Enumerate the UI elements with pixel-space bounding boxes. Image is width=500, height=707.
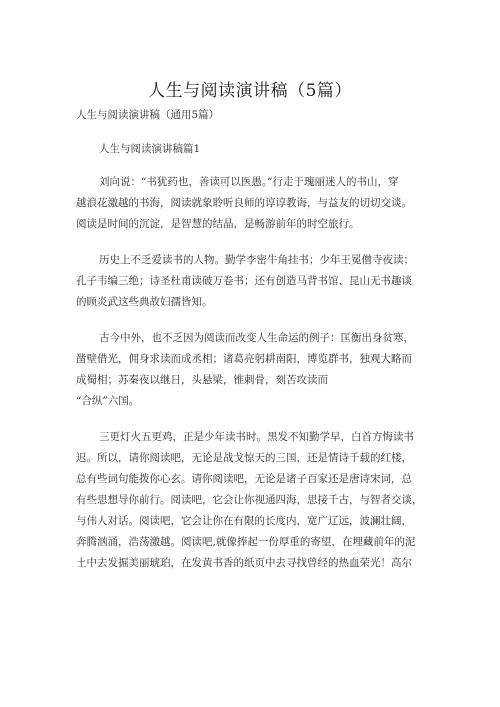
text-line: 的顾炎武这些典故妇孺皆知。 (76, 296, 213, 308)
text-line: 古今中外，也不乏因为阅读而改变人生命运的例子：匡衡出身贫寒， (99, 332, 414, 344)
section-heading: 人生与阅读演讲稿篇1 (99, 143, 201, 155)
text-line: 与伟人对话。阅读吧，它会让你在有限的长度内，宽广辽远，波澜壮阔， (76, 515, 412, 527)
text-line: 三更灯火五更鸡，正是少年读书时。黑发不知勤学早，白首方悔读书 (99, 431, 414, 443)
paragraph (76, 427, 428, 574)
paragraph (76, 328, 428, 412)
text-line: 迟。所以，请你阅读吧，无论是战戈惊天的三国，还是情诗千载的红楼， (76, 452, 412, 464)
text-line: 越浪花激越的书海，阅读就象聆听良师的谆谆教诲，与益友的切切交谈。 (76, 197, 412, 209)
text-line: 总有些词句能拨你心玄。请你阅读吧，无论是诸子百家还是唐诗宋词，总 (76, 473, 412, 485)
text-line: 凿壁借光，佣身求读而成丞相；诸葛亮躬耕南阳，博览群书，独观大略而 (76, 353, 412, 365)
text-line: 有些思想导你前行。阅读吧，它会让你视通四海，思接千古，与智者交谈， (76, 494, 423, 506)
paragraph (76, 172, 428, 235)
text-line: “合纵”六国。 (76, 395, 140, 407)
document-body (76, 172, 428, 589)
text-line: 土中去发掘美丽琥珀，在发黄书香的纸页中去寻找曾经的热血荣光！高尔 (76, 557, 412, 569)
text-line: 阅读是时间的沉淀，是智慧的结晶，是畅游前年的时空旅行。 (76, 218, 360, 230)
text-line: 历史上不乏爱读书的人物。勤学李密牛角挂书；少年王冕僧寺夜读； (99, 254, 414, 266)
text-line: 孔子韦编三绝；诗圣杜甫读破万卷书；还有创造马背书馆、昆山无书趣谈 (76, 275, 412, 287)
text-line: 刘向说：“书犹药也，善读可以医愚。”行走于瑰丽迷人的书山，穿 (99, 176, 399, 188)
text-line: 奔腾汹涌，浩荡激越。阅读吧,就像捧起一份厚重的寄望，在埋藏前年的泥 (76, 536, 416, 548)
document-subtitle: 人生与阅读演讲稿（通用5篇） (76, 109, 220, 121)
document-title: 人生与阅读演讲稿（5篇） (148, 81, 352, 101)
text-line: 成蜀相；苏秦夜以继日，头悬梁，锥刺骨，刻苦攻读而 (76, 374, 328, 386)
paragraph (76, 250, 428, 313)
